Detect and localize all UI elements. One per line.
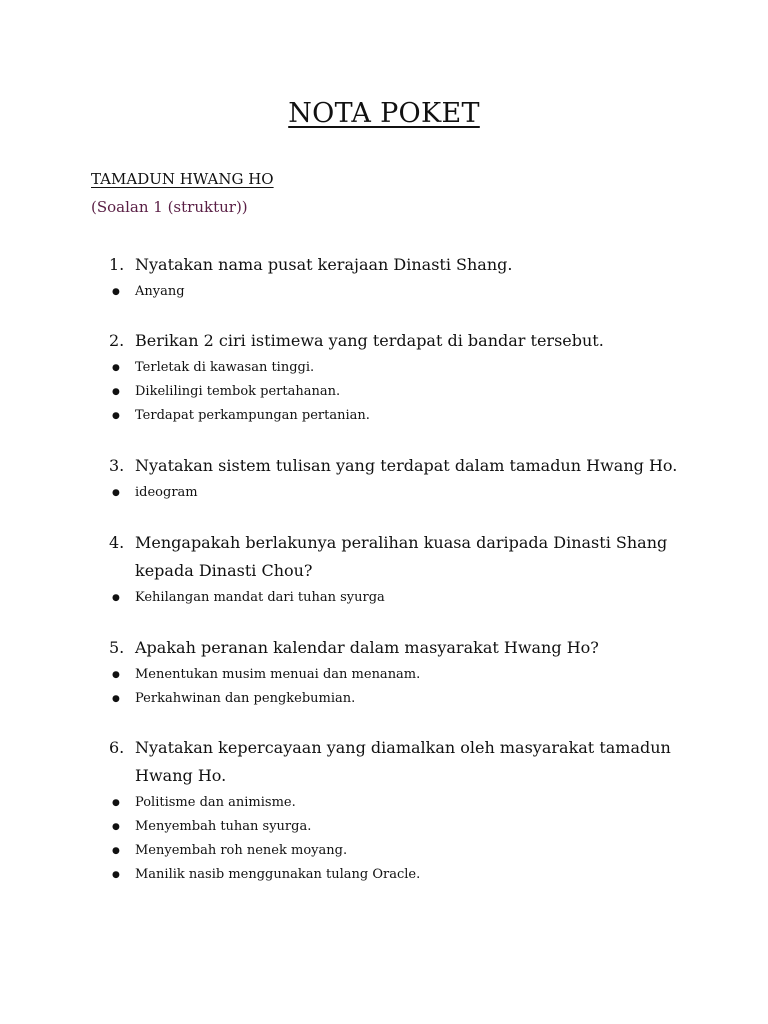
bullet-icon: ● xyxy=(112,694,120,704)
answer-item xyxy=(109,839,689,863)
question-text: Apakah peranan kalendar dalam masyarakat Hwang Ho? xyxy=(135,638,599,657)
answer-item xyxy=(109,481,689,505)
question-text: Nyatakan kepercayaan yang diamalkan oleh masyarakat tamadun Hwang Ho. xyxy=(135,738,671,785)
answer-item xyxy=(109,404,689,428)
answer-list xyxy=(109,280,689,304)
bullet-icon: ● xyxy=(112,670,120,680)
bullet-icon: ● xyxy=(112,846,120,856)
answer-item xyxy=(109,863,689,887)
bullet-icon: ● xyxy=(112,870,120,880)
answer-item xyxy=(109,586,689,610)
answer-text: Terdapat perkampungan pertanian. xyxy=(135,408,370,423)
answer-list xyxy=(109,356,689,428)
page-title: NOTA POKET xyxy=(288,98,480,129)
bullet-icon: ● xyxy=(112,822,120,832)
question-2 xyxy=(109,327,689,428)
answer-item xyxy=(109,356,689,380)
question-number: 3. xyxy=(109,456,125,475)
answer-text: Politisme dan animisme. xyxy=(135,795,296,810)
bullet-icon: ● xyxy=(112,387,120,397)
question-number: 2. xyxy=(109,331,125,350)
question-3 xyxy=(109,452,689,505)
question-number: 4. xyxy=(109,533,125,552)
answer-text: Perkahwinan dan pengkebumian. xyxy=(135,691,356,706)
question-1 xyxy=(109,251,689,304)
answer-list xyxy=(109,663,689,711)
bullet-icon: ● xyxy=(112,798,120,808)
section-heading: TAMADUN HWANG HO xyxy=(91,170,274,188)
answer-item xyxy=(109,815,689,839)
answer-text: Kehilangan mandat dari tuhan syurga xyxy=(135,590,385,605)
question-number: 6. xyxy=(109,738,125,757)
answer-list xyxy=(109,791,689,887)
answer-text: ideogram xyxy=(135,485,198,500)
answer-item xyxy=(109,663,689,687)
answer-item xyxy=(109,687,689,711)
answer-item xyxy=(109,791,689,815)
question-number: 5. xyxy=(109,638,125,657)
bullet-icon: ● xyxy=(112,593,120,603)
question-text: Nyatakan sistem tulisan yang terdapat dalam tamadun Hwang Ho. xyxy=(135,456,678,475)
bullet-icon: ● xyxy=(112,411,120,421)
answer-text: Menyembah tuhan syurga. xyxy=(135,819,312,834)
question-text: Berikan 2 ciri istimewa yang terdapat di bandar tersebut. xyxy=(135,331,604,350)
section-subheading: (Soalan 1 (struktur)) xyxy=(91,198,248,216)
answer-text: Anyang xyxy=(135,284,185,299)
question-text: Mengapakah berlakunya peralihan kuasa daripada Dinasti Shang kepada Dinasti Chou? xyxy=(135,533,668,580)
answer-list xyxy=(109,586,689,610)
question-text: Nyatakan nama pusat kerajaan Dinasti Shang. xyxy=(135,255,513,274)
question-5 xyxy=(109,634,689,711)
bullet-icon: ● xyxy=(112,363,120,373)
bullet-icon: ● xyxy=(112,488,120,498)
bullet-icon: ● xyxy=(112,287,120,297)
answer-text: Menentukan musim menuai dan menanam. xyxy=(135,667,421,682)
answer-text: Terletak di kawasan tinggi. xyxy=(135,360,315,375)
question-6 xyxy=(109,734,689,887)
answer-list xyxy=(109,481,689,505)
answer-text: Dikelilingi tembok pertahanan. xyxy=(135,384,341,399)
question-4 xyxy=(109,529,689,610)
answer-text: Menyembah roh nenek moyang. xyxy=(135,843,348,858)
answer-item xyxy=(109,380,689,404)
answer-text: Manilik nasib menggunakan tulang Oracle. xyxy=(135,867,421,882)
answer-item xyxy=(109,280,689,304)
question-number: 1. xyxy=(109,255,125,274)
